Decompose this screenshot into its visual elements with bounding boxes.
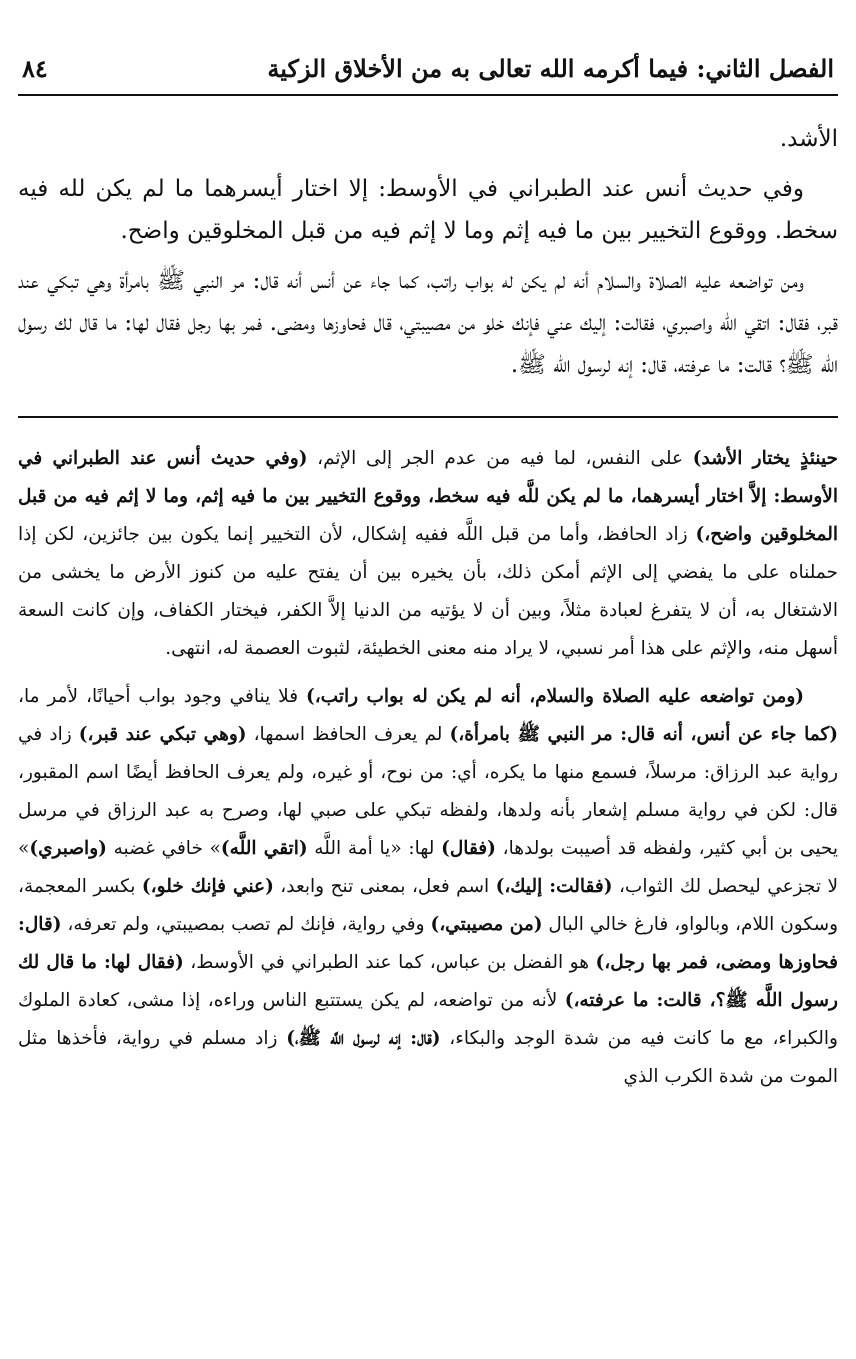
main-paragraph: [18, 118, 838, 160]
text-run: لها: «يا أمة اللَّه: [307, 838, 442, 859]
text-run: فلا ينافي وجود بواب أحيانًا، لأمر ما،: [18, 686, 306, 707]
text-run: (كما جاء عن أنس، أنه قال: مر النبي ﷺ بامرأة،): [449, 724, 838, 745]
text-run: وفي رواية، فإنك لم تصب بمصيبتي، ولم تعرفه،: [61, 914, 431, 935]
text-run: ومن تواضعه عليه الصلاة والسلام أنه لم يكن له بواب راتب، كما جاء عن أنس أنه قال: مر النبي ﷺ بامرأة وهي تبكي عند قبر، فقال: اتقي الله واصبري، فقالت: إليك عني فإنك خلو من مصيبتي، قال فحاوزها ومضى. فمر بها رجل فقال لها: ما قال لك رسول الله ﷺ؟ قالت: ما عرفته، قال: إنه لرسول الله ﷺ.: [18, 268, 838, 378]
text-run: على النفس، لما فيه من عدم الجر إلى الإثم،: [307, 448, 693, 469]
text-run: لم يعرف الحافظ اسمها،: [246, 724, 450, 745]
text-run: (وهي تبكي عند قبر،): [78, 724, 247, 745]
text-run: (قال: فحاوزها ومضى، فمر بها رجل،): [18, 914, 839, 973]
main-paragraph: [18, 260, 838, 386]
text-run: حينئذٍ يختار الأشد): [692, 448, 838, 469]
text-run: (فقال): [441, 838, 496, 859]
header-rule: [18, 94, 838, 96]
text-run: (قال: إنه لرسول اللَّه ﷺ،): [286, 1028, 441, 1049]
text-run: (واصبري): [29, 838, 107, 859]
text-run: وفي حديث أنس عند الطبراني في الأوسط: إلا اختار أيسرهما ما لم يكن لله فيه سخط. ووقوع التخيير بين ما فيه إثم وما لا إثم فيه من قبل المخلوقين واضح.: [18, 176, 838, 244]
chapter-title: الفصل الثاني: فيما أكرمه الله تعالى به من الأخلاق الزكية: [267, 54, 834, 83]
main-paragraph: [18, 168, 838, 252]
footnote-separator: [18, 416, 838, 418]
text-run: (وفي حديث أنس عند الطبراني في الأوسط: إلاَّ اختار أيسرهما، ما لم يكن للَّه فيه سخط، ووقوع التخيير بين ما فيه إثم، وما لا إثم فيه من قبل المخلوقين واضح،): [18, 448, 838, 545]
running-header: [18, 52, 838, 92]
text-run: » خافي غضبه: [106, 838, 221, 859]
text-run: (من مصيبتي،): [430, 914, 543, 935]
text-run: (فقالت: إليك،): [495, 876, 613, 897]
page-number: ٨٤: [22, 54, 48, 83]
text-run: زاد مسلم في رواية، فأخذها مثل الموت من شدة الكرب الذي: [18, 1028, 838, 1087]
text-run: اسم فعل، بمعنى تنح وابعد،: [273, 876, 496, 897]
text-run: لأنه من تواضعه، لم يكن يستتبع الناس وراءه، إذا مشى، كعادة الملوك والكبراء، مع ما كانت فيه من شدة الوجد والبكاء،: [18, 990, 838, 1049]
text-run: (عني فإنك خلو،): [141, 876, 274, 897]
commentary-paragraph: [18, 678, 838, 1096]
text-run: زاد في رواية عبد الرزاق: مرسلاً، فسمع منها ما يكره، أي: من نوح، أو غيره، ولم يعرف الحافظ أيضًا اسم المقبور، قال: لكن في رواية مسلم إشعار بأنه ولدها، ولفظه تبكي على صبي لها، وصرح به عبد الرزاق في مرسل يحيى بن أبي كثير، ولفظه قد أصيبت بولدها،: [18, 724, 838, 859]
text-run: بكسر المعجمة، وسكون اللام، وبالواو، فارغ خالي البال: [18, 876, 839, 935]
main-text: [18, 118, 838, 386]
text-run: (ومن تواضعه عليه الصلاة والسلام، أنه لم يكن له بواب راتب،): [305, 686, 805, 707]
text-run: » لا تجزعي ليحصل لك الثواب،: [18, 838, 838, 897]
commentary-text: [18, 440, 838, 1096]
text-run: الأشد.: [779, 126, 838, 152]
text-run: هو الفضل بن عباس، كما عند الطبراني في الأوسط،: [183, 952, 596, 973]
commentary-paragraph: [18, 440, 838, 668]
text-run: (اتقي اللَّه): [220, 838, 308, 859]
text-run: (فقال لها: ما قال لك رسول اللَّه ﷺ؟، قالت: ما عرفته،): [18, 952, 838, 1011]
text-run: زاد الحافظ، وأما من قبل اللَّه ففيه إشكال، لأن التخيير إنما يكون بين جائزين، لكن إذا حملناه على ما يفضي إلى الإثم أمكن ذلك، بأن يخيره بين أن يفتح عليه من كنوز الأرض ما يخشى من الاشتغال به، أن لا يتفرغ لعبادة مثلاً، وبين أن لا يؤتيه من الدنيا إلاَّ الكفر، فيختار الكفاف، وإن كانت السعة أسهل منه، والإثم على هذا أمر نسبي، لا يراد منه معنى الخطيئة، لثبوت العصمة له، انتهى.: [18, 524, 838, 659]
